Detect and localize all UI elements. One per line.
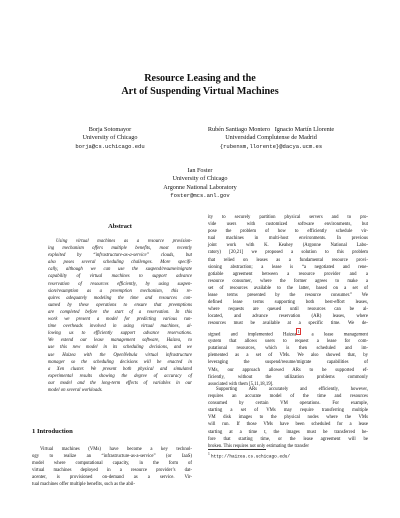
text-line: experimental results showing the degree of accuracy of (48, 373, 192, 379)
footnote-mark: 1 (208, 452, 210, 456)
text-line: system that allows users to request a lease for com- (208, 339, 368, 345)
text-line: located, and advance reservation (AR) leases, where (208, 314, 368, 320)
text-line: ratory) [20,21] we proposed a solution to this problem (208, 250, 368, 256)
text-line: starting at a time t, the images must be transferred be- (208, 429, 368, 435)
text-line: Using virtual machines as a resource provision- (56, 239, 192, 244)
footnote-rule (208, 449, 266, 450)
text-line: joint work with K. Keahey (Argonne National Labo- (208, 243, 368, 249)
text-line: fore that starting time, or the lease agreement will be (208, 436, 368, 442)
text-line: resources must be available at a specific time. We de- (208, 321, 368, 327)
text-line: broken. This requires not only estimating the transfer (208, 443, 309, 449)
abstract-body (48, 238, 192, 394)
text-line: that relied on leases as a fundamental resource provi- (208, 257, 368, 263)
author-block-3 (130, 167, 270, 201)
text-line: starting a set of VMs may require transferring multiple (208, 408, 368, 414)
text-line: Supporting ARs accurately and efficiently, however, (216, 387, 368, 392)
text-line: lowing us to efficiently support advance reservations. (48, 331, 192, 337)
text-line: VMs, our approach allowed ARs to be supported ef- (208, 367, 368, 373)
text-line: time overheads involved in using virtual machines, al- (48, 324, 192, 330)
text-line: exploited by “infrastructure-as-a-service” clouds, but (48, 253, 192, 259)
text-line (208, 328, 368, 339)
text-line: a Xen cluster. We present both physical and simulated (48, 366, 192, 372)
text-line: virtual machines deployed in a resource provider’s dat- (32, 468, 192, 474)
text-line: model where computational capacity, in the form of (32, 461, 192, 467)
author-name: Borja Sotomayor (88, 126, 132, 133)
footnote-reference[interactable]: 1 (297, 328, 300, 334)
text-line: sumed by these operations to ensure that preemptions (48, 302, 192, 308)
text-line: use this new model in its scheduling decisions, and we (48, 345, 192, 351)
text-line: gotiable agreement between a resource provider and a (208, 271, 368, 277)
text-line: acenter, is provisioned on-demand as a service. Vir- (32, 475, 192, 481)
text-line: requires an accurate model of the time and resources (208, 394, 368, 400)
footnote (208, 452, 290, 459)
right-column-para2 (208, 386, 368, 450)
text-line: use Haizea with the OpenNebula virtual infrastructure (48, 352, 192, 358)
abstract-heading: Abstract (108, 223, 132, 230)
section-heading-introduction: 1 Introduction (32, 428, 73, 435)
author-affiliation: University of Chicago (82, 134, 138, 142)
footnote-url[interactable]: http://haizea.cs.uchicago.edu/ (210, 454, 290, 460)
text-line: ficiently, without the utilization problems commonly (208, 374, 368, 380)
text-line: VM disk images to the physical nodes where the VMs (208, 415, 368, 421)
text-line: associated with them [5,11,18,19]. (208, 381, 274, 387)
text-line: will run. If those VMs have been scheduled for a lease (208, 422, 368, 428)
author-email: {rubensm,llorente}@dacya.ucm.es (219, 142, 323, 150)
text-line: work we present a model for predicting various run- (48, 317, 192, 323)
text-line: sioning abstraction; a lease is “a negotiated and rene- (208, 264, 368, 270)
introduction-body (32, 446, 192, 489)
author-block-1 (60, 126, 160, 151)
text-line: also poses several scheduling challenges. More specifi- (48, 260, 192, 266)
text-line: lease terms presented by the resource consumer.” We (208, 293, 368, 299)
author-affiliation: Universidad Complutense de Madrid (225, 134, 317, 142)
author-block-2 (182, 126, 360, 151)
text-line: set of resources available to the latter, based on a set of (208, 285, 368, 291)
text-line: Virtual machines (VMs) have become a key technol- (40, 447, 192, 452)
text-span: a lease management (301, 332, 368, 338)
text-line: are completed before the start of a reservation. In this (48, 309, 192, 315)
author-affiliation-2: Argonne National Laboratory (163, 183, 237, 191)
text-line: quires adequately modeling the time and resources con- (48, 295, 192, 301)
text-line: ogy to realize an “infrastructure-as-a-service” (or IaaS) (32, 454, 192, 460)
text-line: ing mechanism offers multiple benefits, most recently (48, 246, 192, 252)
text-line: We extend our lease management software, Haizea, to (48, 338, 192, 344)
text-line: model on several workloads. (48, 387, 103, 393)
text-line: resource consumer, where the former agrees to make a (208, 278, 368, 284)
text-line: capability of virtual machines to support advance (48, 274, 192, 280)
text-line: vide users with customized software environments, but (208, 222, 368, 228)
author-email: borja@cs.uchicago.edu (75, 142, 145, 150)
author-name: Rubén Santiago Montero Ignacio Martín Llorente (207, 126, 335, 133)
text-line: tual machines in multi-host environments. In previous (208, 236, 368, 242)
paper-title-line1: Resource Leasing and the (144, 73, 256, 84)
text-line: pose the problem of how to efficiently schedule vir- (208, 229, 368, 235)
text-line: sion/resumption as a preemption mechanism, this re- (48, 288, 192, 294)
text-span: signed and implemented Haizea (208, 332, 297, 338)
text-line: reservation of resources efficiently, by using suspen- (48, 281, 192, 287)
text-line: our model and the long-term effects of variables in our (48, 380, 192, 386)
text-line: defined lease terms supporting both best-effort leases, (208, 300, 368, 306)
text-line: plemented as a set of VMs. We also showed that, by (208, 353, 368, 359)
text-line: leveraging the suspend/resume/migrate capabilities of (208, 360, 368, 366)
text-line: putational resources, which is then scheduled and im- (208, 346, 368, 352)
author-affiliation: University of Chicago (172, 175, 228, 183)
text-line: ity to securely partition physical servers and to pro- (208, 215, 368, 220)
paper-title (0, 72, 400, 98)
text-line: tual machines offer multiple benefits, such as the abil- (32, 482, 135, 488)
text-line: manager so the scheduling decisions will be enacted in (48, 359, 192, 365)
right-column-para1 (208, 214, 368, 388)
author-name: Ian Foster (187, 167, 213, 174)
text-line: where requests are queued until resources can be al- (208, 307, 368, 313)
text-line: consumed by certain VM operations. For example, (208, 401, 368, 407)
text-line: cally, although we can use the suspend/resume/migrate (48, 267, 192, 273)
paper-title-line2: Art of Suspending Virtual Machines (121, 86, 279, 97)
author-email: foster@mcs.anl.gov (170, 192, 230, 200)
